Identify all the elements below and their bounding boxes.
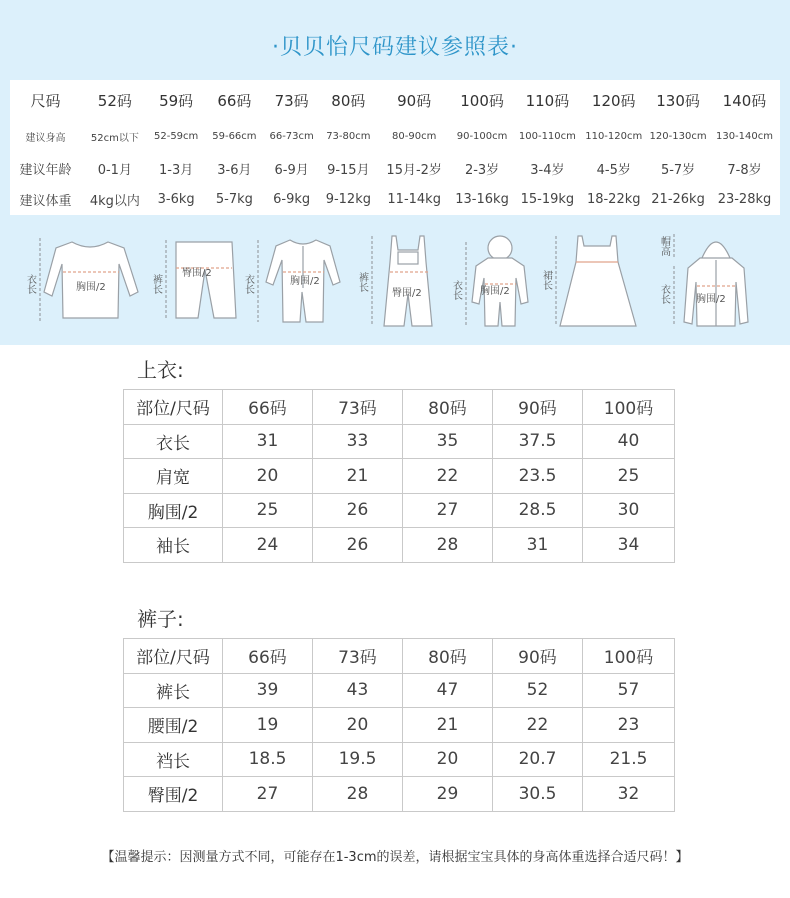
chart-cell: 90-100cm [456, 130, 508, 142]
header-cell: 部位/尺码 [124, 390, 223, 425]
row-label: 裆长 [124, 742, 223, 777]
table-cell: 19.5 [313, 742, 403, 777]
table-cell: 25 [223, 493, 313, 528]
shirt-chest-label: 胸围/2 [76, 282, 106, 293]
chart-cell: 59码 [159, 91, 194, 110]
table-cell: 23 [583, 708, 675, 743]
chart-cell: 18-22kg [586, 192, 641, 207]
chart-cell: 7-8岁 [727, 162, 762, 178]
shirt-illustration [40, 238, 138, 322]
row-label: 建议身高 [25, 132, 66, 144]
table-cell: 20.7 [493, 742, 583, 777]
chart-cell: 73码 [274, 91, 309, 110]
hooded-romper-chest-label: 胸围/2 [480, 286, 510, 297]
header-cell: 100码 [583, 639, 675, 674]
chart-cell: 11-14kg [387, 192, 441, 207]
chart-cell: 0-1月 [97, 162, 132, 178]
table-cell: 29 [403, 777, 493, 812]
chart-cell: 4-5岁 [596, 162, 631, 178]
table-cell: 33 [313, 424, 403, 459]
table-cell: 30 [583, 493, 675, 528]
size-row [10, 80, 780, 120]
age-row [10, 152, 780, 184]
header-cell: 73码 [313, 639, 403, 674]
hooded-romper-length-label: 衣长 [450, 280, 462, 300]
header-cell: 90码 [493, 390, 583, 425]
table-cell: 40 [583, 424, 675, 459]
table-cell: 20 [403, 742, 493, 777]
chart-cell: 52-59cm [153, 130, 199, 142]
header-cell: 66码 [223, 390, 313, 425]
table-cell: 31 [493, 528, 583, 563]
header-cell: 73码 [313, 390, 403, 425]
pants-hip-label: 臀围/2 [182, 268, 212, 279]
table-cell: 52 [493, 673, 583, 708]
table-cell: 28 [313, 777, 403, 812]
chart-cell: 90码 [397, 91, 432, 110]
overalls-illustration [372, 236, 432, 326]
hooded-romper-illustration [466, 236, 528, 326]
table-cell: 22 [403, 459, 493, 494]
pants-size-table [123, 638, 675, 812]
row-label: 肩宽 [124, 459, 223, 494]
height-row [10, 120, 780, 152]
table-cell: 26 [313, 528, 403, 563]
chart-cell: 15-19kg [520, 192, 575, 207]
page-title: ·贝贝怡尺码建议参照表· [272, 35, 518, 60]
coat-length-label: 衣长 [658, 284, 670, 304]
table-row [124, 528, 675, 563]
size-reference-chart [10, 80, 780, 215]
chart-cell: 52cm以下 [90, 132, 139, 144]
header-cell: 90码 [493, 639, 583, 674]
row-label: 衣长 [124, 424, 223, 459]
table-cell: 26 [313, 493, 403, 528]
table-cell: 23.5 [493, 459, 583, 494]
row-label: 袖长 [124, 528, 223, 563]
chart-cell: 5-7岁 [660, 162, 696, 178]
row-label: 胸围/2 [124, 493, 223, 528]
chart-cell: 120码 [591, 91, 636, 110]
table-row [124, 742, 675, 777]
table-cell: 21 [403, 708, 493, 743]
table-cell: 39 [223, 673, 313, 708]
chart-cell: 52码 [97, 91, 132, 110]
chart-cell: 59-66cm [212, 130, 257, 142]
chart-cell: 80-90cm [392, 130, 437, 142]
chart-cell: 3-4岁 [530, 162, 565, 178]
chart-cell: 5-7kg [215, 192, 253, 207]
pants-illustration [166, 240, 236, 320]
table-cell: 43 [313, 673, 403, 708]
chart-cell: 6-9月 [274, 162, 309, 178]
chart-cell: 120-130cm [649, 130, 707, 142]
dress-length-label: 裙长 [540, 270, 552, 290]
table-cell: 25 [583, 459, 675, 494]
overalls-length-label: 裤长 [356, 272, 368, 292]
garment-illustrations [0, 222, 790, 340]
chart-cell: 13-16kg [455, 192, 509, 207]
chart-cell: 130码 [656, 91, 700, 110]
dress-illustration [556, 236, 636, 326]
table-cell: 37.5 [493, 424, 583, 459]
chart-cell: 15月-2岁 [386, 162, 442, 178]
table-cell: 18.5 [223, 742, 313, 777]
table-cell: 27 [403, 493, 493, 528]
chart-cell: 140码 [722, 91, 767, 110]
chart-cell: 73-80cm [326, 130, 371, 142]
table-row [124, 424, 675, 459]
romper-chest-label: 胸围/2 [290, 276, 320, 287]
tops-size-table [123, 389, 675, 563]
pants-section-title: 裤子: [137, 607, 184, 631]
size-note: 【温馨提示：因测量方式不同，可能存在1-3cm的误差，请根据宝宝具体的身高体重选择合适尺码！】 [101, 850, 689, 865]
table-row [124, 777, 675, 812]
chart-cell: 9-15月 [327, 162, 370, 178]
table-cell: 20 [223, 459, 313, 494]
chart-cell: 2-3岁 [464, 162, 500, 178]
table-header-row [124, 390, 675, 425]
romper-length-label: 衣长 [242, 274, 254, 294]
chart-cell: 21-26kg [651, 192, 705, 207]
shirt-length-label: 衣长 [24, 274, 36, 294]
chart-cell: 1-3月 [159, 162, 194, 178]
table-cell: 19 [223, 708, 313, 743]
table-cell: 31 [223, 424, 313, 459]
table-row [124, 708, 675, 743]
row-label: 建议年龄 [19, 162, 72, 178]
table-cell: 47 [403, 673, 493, 708]
table-cell: 22 [493, 708, 583, 743]
weight-row [10, 184, 780, 215]
chart-cell: 130-140cm [715, 130, 773, 142]
chart-cell: 80码 [331, 91, 366, 110]
table-cell: 34 [583, 528, 675, 563]
table-cell: 24 [223, 528, 313, 563]
header-cell: 部位/尺码 [124, 639, 223, 674]
header-cell: 80码 [403, 639, 493, 674]
chart-cell: 23-28kg [717, 192, 772, 207]
table-cell: 57 [583, 673, 675, 708]
chart-cell: 6-9kg [273, 192, 311, 207]
chart-cell: 3-6kg [157, 192, 195, 207]
table-cell: 21.5 [583, 742, 675, 777]
chart-cell: 100-110cm [518, 130, 576, 142]
chart-cell: 66-73cm [269, 130, 314, 142]
chart-cell: 100码 [460, 91, 504, 110]
coat-hood-label: 帽高 [658, 236, 670, 256]
chart-cell: 9-12kg [325, 192, 371, 207]
tops-section-title: 上衣: [137, 358, 184, 382]
header-cell: 80码 [403, 390, 493, 425]
table-cell: 28.5 [493, 493, 583, 528]
table-header-row [124, 639, 675, 674]
chart-cell: 66码 [217, 91, 252, 110]
table-cell: 32 [583, 777, 675, 812]
table-cell: 27 [223, 777, 313, 812]
row-label: 臀围/2 [124, 777, 223, 812]
coat-illustration [674, 234, 748, 326]
row-label: 尺码 [30, 91, 61, 110]
table-cell: 20 [313, 708, 403, 743]
table-row [124, 493, 675, 528]
coat-chest-label: 胸围/2 [696, 294, 726, 305]
table-cell: 30.5 [493, 777, 583, 812]
chart-cell: 110码 [525, 91, 570, 110]
chart-cell: 4kg以内 [89, 194, 140, 209]
chart-cell: 110-120cm [585, 130, 643, 142]
pants-length-label: 裤长 [150, 274, 162, 294]
chart-cell: 3-6月 [217, 162, 252, 178]
row-label: 建议体重 [19, 194, 72, 209]
row-label: 裤长 [124, 673, 223, 708]
table-row [124, 673, 675, 708]
row-label: 腰围/2 [124, 708, 223, 743]
table-cell: 35 [403, 424, 493, 459]
header-cell: 66码 [223, 639, 313, 674]
table-cell: 28 [403, 528, 493, 563]
table-cell: 21 [313, 459, 403, 494]
header-cell: 100码 [583, 390, 675, 425]
overalls-hip-label: 臀围/2 [392, 288, 422, 299]
table-row [124, 459, 675, 494]
